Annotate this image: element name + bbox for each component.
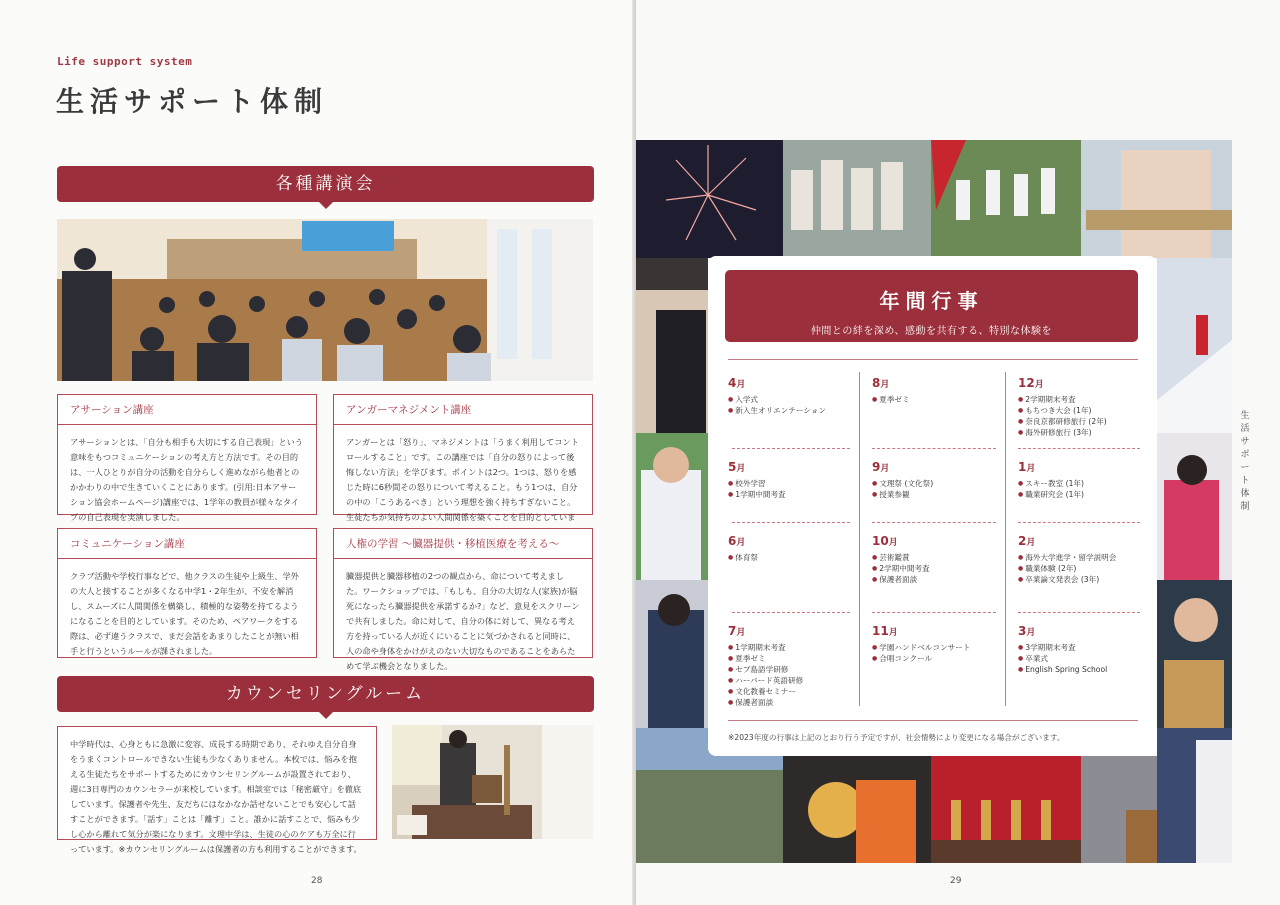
box-body: アンガーとは「怒り」、マネジメントは「うまく利用してコントロールすること」です。この講座では「自分の怒りによって後悔しない方法」を学びます。ポイントは2つ。1つは、怒りを感じた時に6秒間その怒りについて考えること。もう1つは、自分の中の「こうあるべき」という理想を強く持ちすぎないこと。生徒たちが気持ちのよい人間関係を築くことを目的としていま xyxy=(346,437,579,522)
box-body: クラブ活動や学校行事などで、他クラスの生徒や上級生、学外の大人と接することが多くなる中学1・2年生が、不安を解消し、スムーズに人間関係を構築し、積極的な姿勢を持てるようになることを目的としています。そのため、ペアワークをする際は、必ず違うクラスで、まだ会話をあまりしたことが無い相手と行うというルールが課されました。 xyxy=(70,571,299,656)
event-item: ● 職業研究会 (1年) xyxy=(1018,489,1084,500)
page-number: 28 xyxy=(311,876,323,886)
month-label: 9月 xyxy=(872,460,890,474)
annual-events-card xyxy=(708,256,1157,756)
event-item: ● 保護者面談 xyxy=(872,574,930,585)
grid-divider xyxy=(1018,612,1140,613)
counseling-text-box: 中学時代は、心身ともに急激に変容、成長する時期であり、それゆえ自分自身をうまくコントロールできない生徒も少なくありません。本校では、悩みを抱える生徒たちをサポートするためにカウンセリングルームが設置されており、週に3日専門のカウンセラーが来校しています。相談室では「秘密厳守」を徹底しています。保護者や先生、友だちにはなかなか話せないことでも安心して話すことができます。「話す」ことは「離す」こと。誰かに話すことで、悩みも少し心から離れて気分が楽になります。文理中学は、生徒の心のケアも万全に行っています。※カウンセリングルームは保護者の方も利用することができます。 xyxy=(57,726,377,840)
month-label: 2月 xyxy=(1018,534,1036,548)
event-item: ● 海外大学進学・留学説明会 xyxy=(1018,552,1116,563)
lectures-banner: 各種講演会 xyxy=(57,166,594,202)
event-item: ● 芸術鑑賞 xyxy=(872,552,930,563)
events-title: 年間行事 xyxy=(879,289,984,313)
event-item: ● 夏季ゼミ xyxy=(872,394,910,405)
month-label: 6月 xyxy=(728,534,746,548)
month-label: 1月 xyxy=(1018,460,1036,474)
side-section-label: 生活サポート体制 xyxy=(1240,411,1250,512)
event-item: ● 海外研修旅行 (3年) xyxy=(1018,427,1107,438)
event-item: ● 3学期期末考査 xyxy=(1018,642,1107,653)
box-body: 臓器提供と臓器移植の2つの観点から、命について考えました。ワークショップでは、「もしも、自分の大切な人(家族)が脳死になったら臓器提供を承諾するか?」など、意見をスクリーンで共有しました。命に対して、自分の体に対して、異なる考え方を持っている人が近くにいることに気づかされると同時に、人の命や身体をかけがえのない大切なものであることをあらためて学ぶ機会となりました。 xyxy=(346,571,580,671)
event-item: ● 奈良京都研修旅行 (2年) xyxy=(1018,416,1107,427)
month-label: 5月 xyxy=(728,460,746,474)
grid-bottom-rule xyxy=(728,720,1138,721)
events-note: ※2023年度の行事は上記のとおり行う予定ですが、社会情勢により変更になる場合がございます。 xyxy=(728,733,1065,742)
assertion-course-box xyxy=(57,394,317,522)
counseling-room-photo xyxy=(392,725,593,839)
grid-top-rule xyxy=(728,359,1138,360)
anger-management-box xyxy=(333,394,593,522)
month-cell xyxy=(1018,460,1084,500)
event-item: ● 授業参観 xyxy=(872,489,933,500)
box-title: コミュニケーション講座 xyxy=(58,529,316,559)
month-cell xyxy=(728,460,786,500)
right-page xyxy=(636,0,1280,905)
event-item: ● 夏季ゼミ xyxy=(728,653,803,664)
event-item: ● 保護者面談 xyxy=(728,697,803,708)
month-label: 8月 xyxy=(872,376,890,390)
communication-course-box xyxy=(57,528,317,658)
month-label: 3月 xyxy=(1018,624,1036,638)
box-title: アンガーマネジメント講座 xyxy=(334,395,592,425)
month-label: 11月 xyxy=(872,624,898,638)
month-cell xyxy=(728,376,826,416)
grid-divider xyxy=(872,522,996,523)
month-cell xyxy=(1018,534,1116,585)
event-item: ● もちつき大会 (1年) xyxy=(1018,405,1107,416)
event-item: ● ハーバード英語研修 xyxy=(728,675,803,686)
month-cell xyxy=(1018,624,1107,675)
grid-divider xyxy=(1018,522,1140,523)
month-label: 10月 xyxy=(872,534,898,548)
event-item: ● 入学式 xyxy=(728,394,826,405)
month-cell xyxy=(728,534,758,563)
grid-divider xyxy=(732,522,850,523)
human-rights-box xyxy=(333,528,593,671)
lecture-hall-photo xyxy=(57,219,593,381)
counseling-banner: カウンセリングルーム xyxy=(57,676,594,712)
section-eyebrow: Life support system xyxy=(57,55,193,68)
page-number: 29 xyxy=(950,876,962,886)
event-item: ● セブ島語学研修 xyxy=(728,664,803,675)
event-item: ● English Spring School xyxy=(1018,664,1107,675)
event-item: ● スキー教室 (1年) xyxy=(1018,478,1084,489)
grid-divider xyxy=(1018,448,1140,449)
page-title: 生活サポート体制 xyxy=(56,85,329,118)
event-item: ● 学園ハンドベルコンサート xyxy=(872,642,970,653)
grid-divider xyxy=(732,612,850,613)
event-item: ● 卒業論文発表会 (3年) xyxy=(1018,574,1116,585)
events-subtitle: 仲間との絆を深め、感動を共有する、特別な体験を xyxy=(810,326,1053,337)
event-item: ● 卒業式 xyxy=(1018,653,1107,664)
box-title: 人権の学習 〜臓器提供・移植医療を考える〜 xyxy=(334,529,592,559)
event-item: ● 1学期期末考査 xyxy=(728,642,803,653)
event-item: ● 校外学習 xyxy=(728,478,786,489)
month-label: 12月 xyxy=(1018,376,1044,390)
event-item: ● 1学期中間考査 xyxy=(728,489,786,500)
event-item: ● 新入生オリエンテーション xyxy=(728,405,826,416)
month-cell xyxy=(872,376,910,405)
grid-divider xyxy=(859,372,860,706)
grid-divider xyxy=(732,448,850,449)
box-body: アサーションとは、「自分も相手も大切にする自己表現」という意味をもつコミュニケーションの考え方と方法です。その目的は、一人ひとりが自分の活動を自分らしく進めながら他者とのかかわりの中で生きていくことにあります。(引用:日本アサーション協会ホームページ)講座では、1学年の教員が様々なタイプの自己表現を実演しました。 xyxy=(70,437,304,522)
events-banner xyxy=(725,270,1138,342)
month-label: 4月 xyxy=(728,376,746,390)
event-item: ● 文化教養セミナー xyxy=(728,686,803,697)
month-cell xyxy=(728,624,803,708)
month-cell xyxy=(1018,376,1107,438)
month-cell xyxy=(872,534,930,585)
month-cell xyxy=(872,460,933,500)
event-item: ● 職業体験 (2年) xyxy=(1018,563,1116,574)
box-title: アサーション講座 xyxy=(58,395,316,425)
grid-divider xyxy=(1005,372,1006,706)
event-item: ● 2学期中間考査 xyxy=(872,563,930,574)
month-label: 7月 xyxy=(728,624,746,638)
event-item: ● 体育祭 xyxy=(728,552,758,563)
grid-divider xyxy=(872,448,996,449)
event-item: ● 文理祭 (文化祭) xyxy=(872,478,933,489)
month-cell xyxy=(872,624,970,664)
event-item: ● 2学期期末考査 xyxy=(1018,394,1107,405)
grid-divider xyxy=(872,612,996,613)
left-page xyxy=(0,0,636,905)
event-item: ● 合唱コンクール xyxy=(872,653,970,664)
